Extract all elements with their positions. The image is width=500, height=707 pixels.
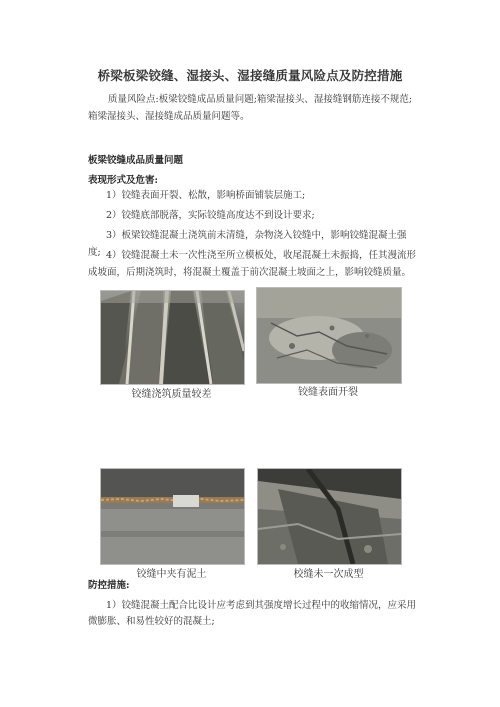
sub-heading: 表现形式及危害: [88,175,159,186]
intro-line-1: 质量风险点:板梁铰缝成品质量问题;箱梁湿接头、湿接缝钢筋连接不规范; [108,94,413,105]
list-item: 2）铰缝底部脱落，实际铰缝高度达不到设计要求; [106,210,315,221]
measures-heading: 防控措施: [88,580,130,591]
document-title: 桥梁板梁铰缝、湿接头、湿接缝质量风险点及防控措施 [97,68,403,83]
photo-joint-surface-crack [256,287,402,384]
list-item: 4）铰缝混凝土未一次性浇至所立模板处，收尾混凝土未振捣，任其漫流形 [106,250,417,261]
list-item-continuation: 成坡面，后期浇筑时，将混凝土覆盖于前次混凝土坡面之上，影响铰缝质量。 [88,267,412,278]
section-heading: 板梁铰缝成品质量问题 [88,155,184,166]
photo-joint-with-mud [100,468,245,565]
list-item: 1）铰缝表面开裂、松散，影响桥面铺装层施工; [106,190,306,201]
photo-caption: 铰缝表面开裂 [298,387,358,398]
measure-item-continuation: 微膨胀、和易性较好的混凝土; [88,616,215,627]
measure-item: 1）铰缝混凝土配合比设计应考虑到其强度增长过程中的收缩情况，应采用 [106,600,417,611]
photo-joint-not-one-pour [257,468,402,565]
intro-line-2: 箱梁湿接头、湿接缝成品质量问题等。 [88,111,250,122]
photo-caption: 铰缝中夹有泥土 [136,569,207,580]
photo-caption: 校缝未一次成型 [293,569,364,580]
list-item: 3）板梁铰缝混凝土浇筑前未清缝，杂物浇入铰缝中，影响铰缝混凝土强度; [88,230,407,258]
photo-caption: 铰缝浇筑质量较差 [131,389,212,400]
photo-joint-poor-quality [100,290,245,385]
